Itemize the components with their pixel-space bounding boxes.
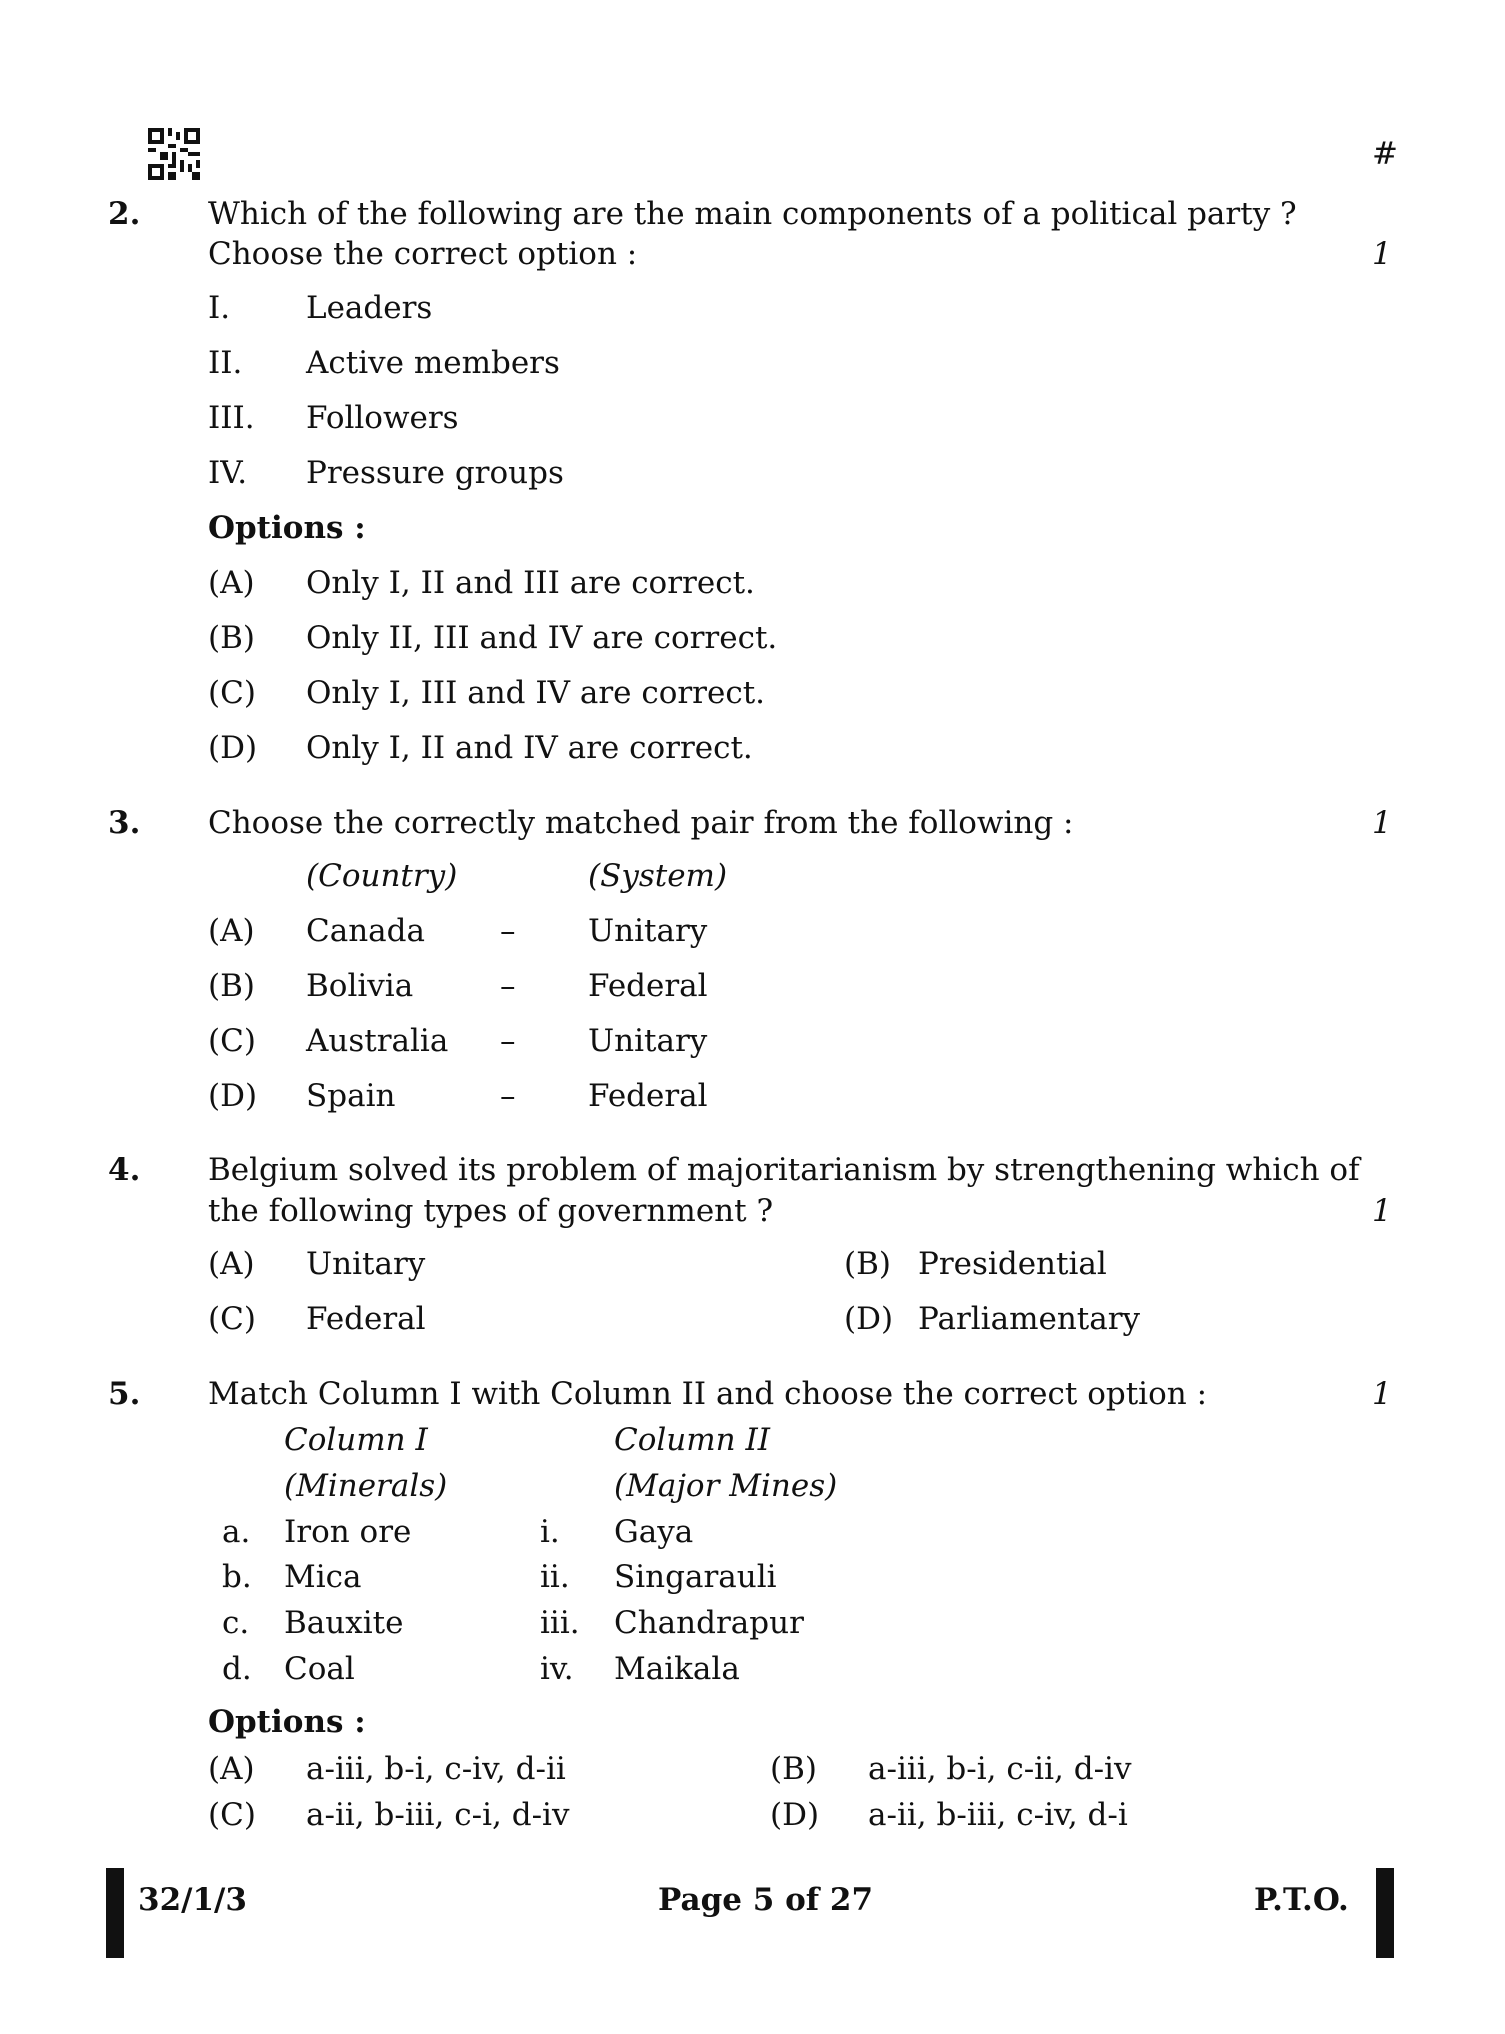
mineral-name: Iron ore: [284, 1514, 412, 1550]
dash: –: [500, 968, 516, 1004]
option-label: (A): [208, 1751, 255, 1787]
option-text: a-iii, b-i, c-iv, d-ii: [306, 1751, 566, 1787]
system-name: Federal: [588, 1078, 708, 1114]
dash: –: [500, 1078, 516, 1114]
option-text: Only I, II and IV are correct.: [306, 730, 753, 766]
option-text: a-iii, b-i, c-ii, d-iv: [868, 1751, 1132, 1787]
system-name: Unitary: [588, 913, 708, 949]
item-label: I.: [208, 290, 231, 326]
item-text: Followers: [306, 400, 459, 436]
country-name: Bolivia: [306, 968, 414, 1004]
item-label: III.: [208, 400, 255, 436]
column-i-subheading: (Minerals): [284, 1468, 448, 1504]
mineral-name: Mica: [284, 1559, 362, 1595]
row-roman: iii.: [540, 1605, 580, 1641]
system-name: Federal: [588, 968, 708, 1004]
option-text: a-ii, b-iii, c-iv, d-i: [868, 1797, 1128, 1833]
option-text: Presidential: [918, 1246, 1107, 1282]
paper-code: 32/1/3: [138, 1882, 247, 1918]
row-letter: c.: [222, 1605, 250, 1641]
row-letter: d.: [222, 1651, 252, 1687]
country-name: Spain: [306, 1078, 396, 1114]
question-marks: 1: [1372, 1193, 1392, 1229]
option-label: (B): [208, 968, 255, 1004]
question-marks: 1: [1372, 236, 1392, 272]
column-i-heading: Column I: [284, 1422, 428, 1458]
question-text: Which of the following are the main components of a political party ?: [208, 196, 1297, 232]
question-text: Choose the correct option :: [208, 236, 638, 272]
option-label: (A): [208, 565, 255, 601]
option-text: Federal: [306, 1301, 426, 1337]
footer-right-bar: [1376, 1868, 1394, 1958]
option-label: (D): [844, 1301, 894, 1337]
mine-name: Maikala: [614, 1651, 740, 1687]
row-roman: ii.: [540, 1559, 570, 1595]
item-label: II.: [208, 345, 243, 381]
dash: –: [500, 913, 516, 949]
question-text: Match Column I with Column II and choose the correct option :: [208, 1376, 1208, 1412]
options-heading: Options :: [208, 1704, 366, 1740]
mineral-name: Coal: [284, 1651, 355, 1687]
option-label: (C): [208, 1301, 256, 1337]
option-text: Only II, III and IV are correct.: [306, 620, 778, 656]
mine-name: Chandrapur: [614, 1605, 804, 1641]
question-number: 2.: [108, 196, 141, 232]
option-label: (C): [208, 1023, 256, 1059]
option-text: Only I, II and III are correct.: [306, 565, 755, 601]
footer-left-bar: [106, 1868, 124, 1958]
question-marks: 1: [1372, 1376, 1392, 1412]
header-hash: #: [1372, 136, 1398, 172]
mine-name: Gaya: [614, 1514, 694, 1550]
option-label: (B): [770, 1751, 817, 1787]
option-label: (D): [208, 1078, 258, 1114]
row-roman: i.: [540, 1514, 560, 1550]
question-number: 3.: [108, 805, 141, 841]
option-label: (B): [208, 620, 255, 656]
question-text: Belgium solved its problem of majoritarianism by strengthening which of: [208, 1152, 1360, 1188]
option-label: (D): [208, 730, 258, 766]
column-ii-subheading: (Major Mines): [614, 1468, 838, 1504]
pto-label: P.T.O.: [1254, 1882, 1349, 1918]
option-label: (D): [770, 1797, 820, 1833]
item-text: Leaders: [306, 290, 433, 326]
option-label: (A): [208, 1246, 255, 1282]
country-name: Canada: [306, 913, 425, 949]
option-label: (C): [208, 1797, 256, 1833]
page-number: Page 5 of 27: [658, 1882, 874, 1918]
question-number: 5.: [108, 1376, 141, 1412]
item-text: Active members: [306, 345, 560, 381]
country-name: Australia: [306, 1023, 449, 1059]
row-roman: iv.: [540, 1651, 574, 1687]
column-heading-country: (Country): [306, 858, 458, 894]
option-label: (A): [208, 913, 255, 949]
question-number: 4.: [108, 1152, 141, 1188]
option-text: a-ii, b-iii, c-i, d-iv: [306, 1797, 570, 1833]
dash: –: [500, 1023, 516, 1059]
qr-code-icon: [148, 128, 200, 180]
mineral-name: Bauxite: [284, 1605, 404, 1641]
row-letter: a.: [222, 1514, 251, 1550]
mine-name: Singarauli: [614, 1559, 777, 1595]
system-name: Unitary: [588, 1023, 708, 1059]
options-heading: Options :: [208, 510, 366, 546]
option-label: (B): [844, 1246, 891, 1282]
question-text: the following types of government ?: [208, 1193, 774, 1229]
item-label: IV.: [208, 455, 248, 491]
question-text: Choose the correctly matched pair from the following :: [208, 805, 1074, 841]
column-ii-heading: Column II: [614, 1422, 770, 1458]
row-letter: b.: [222, 1559, 252, 1595]
option-label: (C): [208, 675, 256, 711]
option-text: Parliamentary: [918, 1301, 1141, 1337]
option-text: Unitary: [306, 1246, 426, 1282]
column-heading-system: (System): [588, 858, 728, 894]
question-marks: 1: [1372, 805, 1392, 841]
item-text: Pressure groups: [306, 455, 564, 491]
option-text: Only I, III and IV are correct.: [306, 675, 766, 711]
